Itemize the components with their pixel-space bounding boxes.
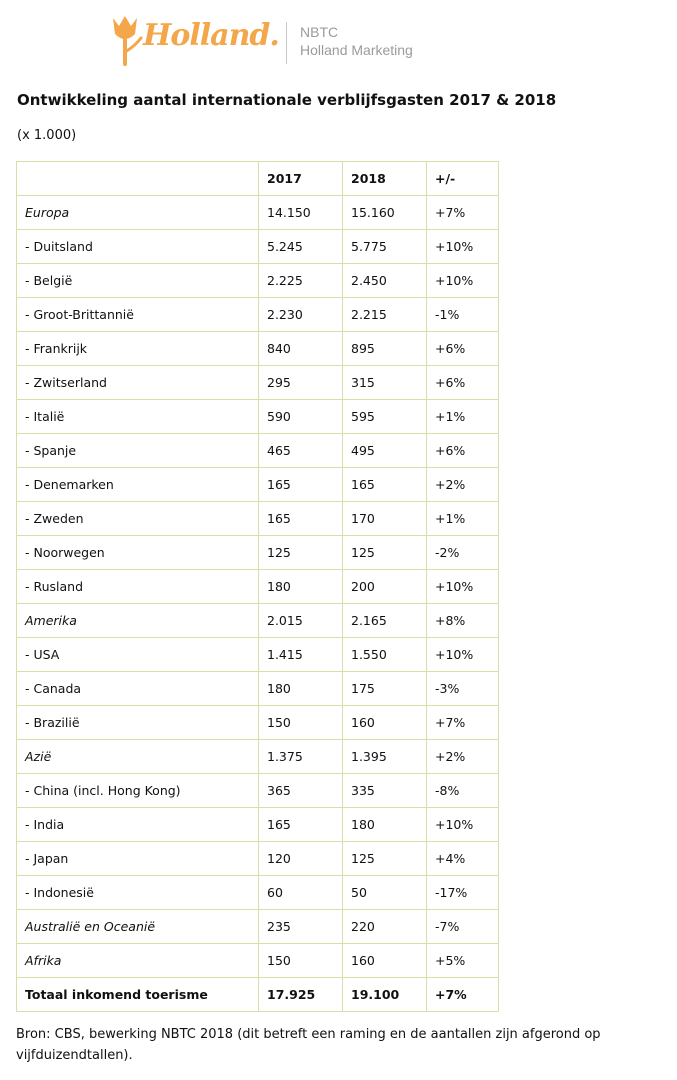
cell-change: -1% xyxy=(427,298,499,332)
cell-2017: 120 xyxy=(259,842,343,876)
cell-2017: 150 xyxy=(259,706,343,740)
row-label: - Zwitserland xyxy=(17,366,259,400)
cell-2017: 235 xyxy=(259,910,343,944)
table-row xyxy=(17,468,499,502)
cell-2018: 895 xyxy=(343,332,427,366)
cell-2018: 200 xyxy=(343,570,427,604)
logo-divider xyxy=(286,22,287,64)
cell-2017: 1.375 xyxy=(259,740,343,774)
cell-2018: 15.160 xyxy=(343,196,427,230)
cell-2017: 2.230 xyxy=(259,298,343,332)
table-region-row xyxy=(17,944,499,978)
tulip-icon xyxy=(105,12,145,66)
cell-change: -7% xyxy=(427,910,499,944)
cell-2018: 1.395 xyxy=(343,740,427,774)
cell-2018: 1.550 xyxy=(343,638,427,672)
cell-change: +4% xyxy=(427,842,499,876)
cell-2017: 180 xyxy=(259,672,343,706)
visitors-table xyxy=(16,161,499,1012)
header xyxy=(105,12,435,72)
table-row xyxy=(17,230,499,264)
cell-2017: 17.925 xyxy=(259,978,343,1012)
cell-2017: 165 xyxy=(259,468,343,502)
cell-2017: 150 xyxy=(259,944,343,978)
table-region-row xyxy=(17,604,499,638)
cell-change: +5% xyxy=(427,944,499,978)
brand-block xyxy=(300,23,413,59)
table-row xyxy=(17,842,499,876)
table-header-row xyxy=(17,162,499,196)
row-label: Azië xyxy=(17,740,259,774)
row-label: - Denemarken xyxy=(17,468,259,502)
brand-subtitle: Holland Marketing xyxy=(300,42,413,58)
cell-2017: 60 xyxy=(259,876,343,910)
cell-change: +6% xyxy=(427,366,499,400)
page-title: Ontwikkeling aantal internationale verblijfsgasten 2017 & 2018 xyxy=(17,91,557,109)
table-row xyxy=(17,638,499,672)
row-label: - België xyxy=(17,264,259,298)
cell-2018: 2.165 xyxy=(343,604,427,638)
cell-2018: 5.775 xyxy=(343,230,427,264)
row-label: Australië en Oceanië xyxy=(17,910,259,944)
table-row xyxy=(17,332,499,366)
row-label: - India xyxy=(17,808,259,842)
row-label: - Spanje xyxy=(17,434,259,468)
source-note: Bron: CBS, bewerking NBTC 2018 (dit betreft een raming en de aantallen zijn afgerond op vijfduizendtallen). xyxy=(16,1027,601,1063)
cell-change: +8% xyxy=(427,604,499,638)
row-label: - Groot-Brittannië xyxy=(17,298,259,332)
cell-2018: 495 xyxy=(343,434,427,468)
cell-2017: 2.225 xyxy=(259,264,343,298)
cell-2018: 2.215 xyxy=(343,298,427,332)
header-cell-2017: 2017 xyxy=(259,162,343,196)
cell-2018: 175 xyxy=(343,672,427,706)
cell-change: +1% xyxy=(427,502,499,536)
header-cell-2018: 2018 xyxy=(343,162,427,196)
cell-2018: 170 xyxy=(343,502,427,536)
row-label: Totaal inkomend toerisme xyxy=(17,978,259,1012)
cell-change: -3% xyxy=(427,672,499,706)
unit-note: (x 1.000) xyxy=(17,128,77,143)
table-region-row xyxy=(17,910,499,944)
table-row xyxy=(17,400,499,434)
cell-change: +7% xyxy=(427,978,499,1012)
table-row xyxy=(17,808,499,842)
cell-2018: 165 xyxy=(343,468,427,502)
table-region-row xyxy=(17,740,499,774)
cell-2018: 180 xyxy=(343,808,427,842)
cell-2017: 295 xyxy=(259,366,343,400)
cell-2018: 335 xyxy=(343,774,427,808)
row-label: - Italië xyxy=(17,400,259,434)
row-label: - Brazilië xyxy=(17,706,259,740)
cell-change: +10% xyxy=(427,570,499,604)
cell-2018: 595 xyxy=(343,400,427,434)
cell-2018: 50 xyxy=(343,876,427,910)
table-row xyxy=(17,264,499,298)
cell-change: +7% xyxy=(427,196,499,230)
cell-change: +10% xyxy=(427,638,499,672)
row-label: Europa xyxy=(17,196,259,230)
cell-2017: 365 xyxy=(259,774,343,808)
cell-2018: 160 xyxy=(343,706,427,740)
header-cell-change: +/- xyxy=(427,162,499,196)
table-row xyxy=(17,298,499,332)
cell-2018: 2.450 xyxy=(343,264,427,298)
cell-2018: 125 xyxy=(343,536,427,570)
table-row xyxy=(17,434,499,468)
cell-2018: 125 xyxy=(343,842,427,876)
row-label: - USA xyxy=(17,638,259,672)
cell-2017: 125 xyxy=(259,536,343,570)
cell-change: -2% xyxy=(427,536,499,570)
row-label: - Zweden xyxy=(17,502,259,536)
table-row xyxy=(17,876,499,910)
row-label: Afrika xyxy=(17,944,259,978)
table-body xyxy=(17,196,499,1012)
table-row xyxy=(17,706,499,740)
header-cell-label xyxy=(17,162,259,196)
cell-2017: 2.015 xyxy=(259,604,343,638)
cell-change: +10% xyxy=(427,264,499,298)
row-label: - Noorwegen xyxy=(17,536,259,570)
cell-2017: 840 xyxy=(259,332,343,366)
cell-2017: 14.150 xyxy=(259,196,343,230)
table-region-row xyxy=(17,196,499,230)
row-label: - Japan xyxy=(17,842,259,876)
cell-change: +10% xyxy=(427,230,499,264)
cell-2017: 165 xyxy=(259,502,343,536)
table-row xyxy=(17,672,499,706)
cell-change: +10% xyxy=(427,808,499,842)
cell-change: -17% xyxy=(427,876,499,910)
cell-change: +6% xyxy=(427,332,499,366)
holland-logo-text: Holland. xyxy=(143,18,279,53)
cell-2018: 220 xyxy=(343,910,427,944)
cell-2017: 1.415 xyxy=(259,638,343,672)
row-label: - China (incl. Hong Kong) xyxy=(17,774,259,808)
table-total-row xyxy=(17,978,499,1012)
cell-2018: 160 xyxy=(343,944,427,978)
table-row xyxy=(17,774,499,808)
brand-name: NBTC xyxy=(300,24,339,40)
row-label: - Duitsland xyxy=(17,230,259,264)
cell-2017: 465 xyxy=(259,434,343,468)
cell-change: +7% xyxy=(427,706,499,740)
cell-2017: 180 xyxy=(259,570,343,604)
table-row xyxy=(17,536,499,570)
table-row xyxy=(17,502,499,536)
cell-2017: 165 xyxy=(259,808,343,842)
row-label: - Canada xyxy=(17,672,259,706)
table-row xyxy=(17,570,499,604)
cell-change: -8% xyxy=(427,774,499,808)
table-row xyxy=(17,366,499,400)
cell-2018: 315 xyxy=(343,366,427,400)
cell-change: +1% xyxy=(427,400,499,434)
cell-change: +6% xyxy=(427,434,499,468)
row-label: Amerika xyxy=(17,604,259,638)
cell-change: +2% xyxy=(427,468,499,502)
cell-2018: 19.100 xyxy=(343,978,427,1012)
cell-change: +2% xyxy=(427,740,499,774)
cell-2017: 590 xyxy=(259,400,343,434)
row-label: - Rusland xyxy=(17,570,259,604)
cell-2017: 5.245 xyxy=(259,230,343,264)
row-label: - Frankrijk xyxy=(17,332,259,366)
row-label: - Indonesië xyxy=(17,876,259,910)
